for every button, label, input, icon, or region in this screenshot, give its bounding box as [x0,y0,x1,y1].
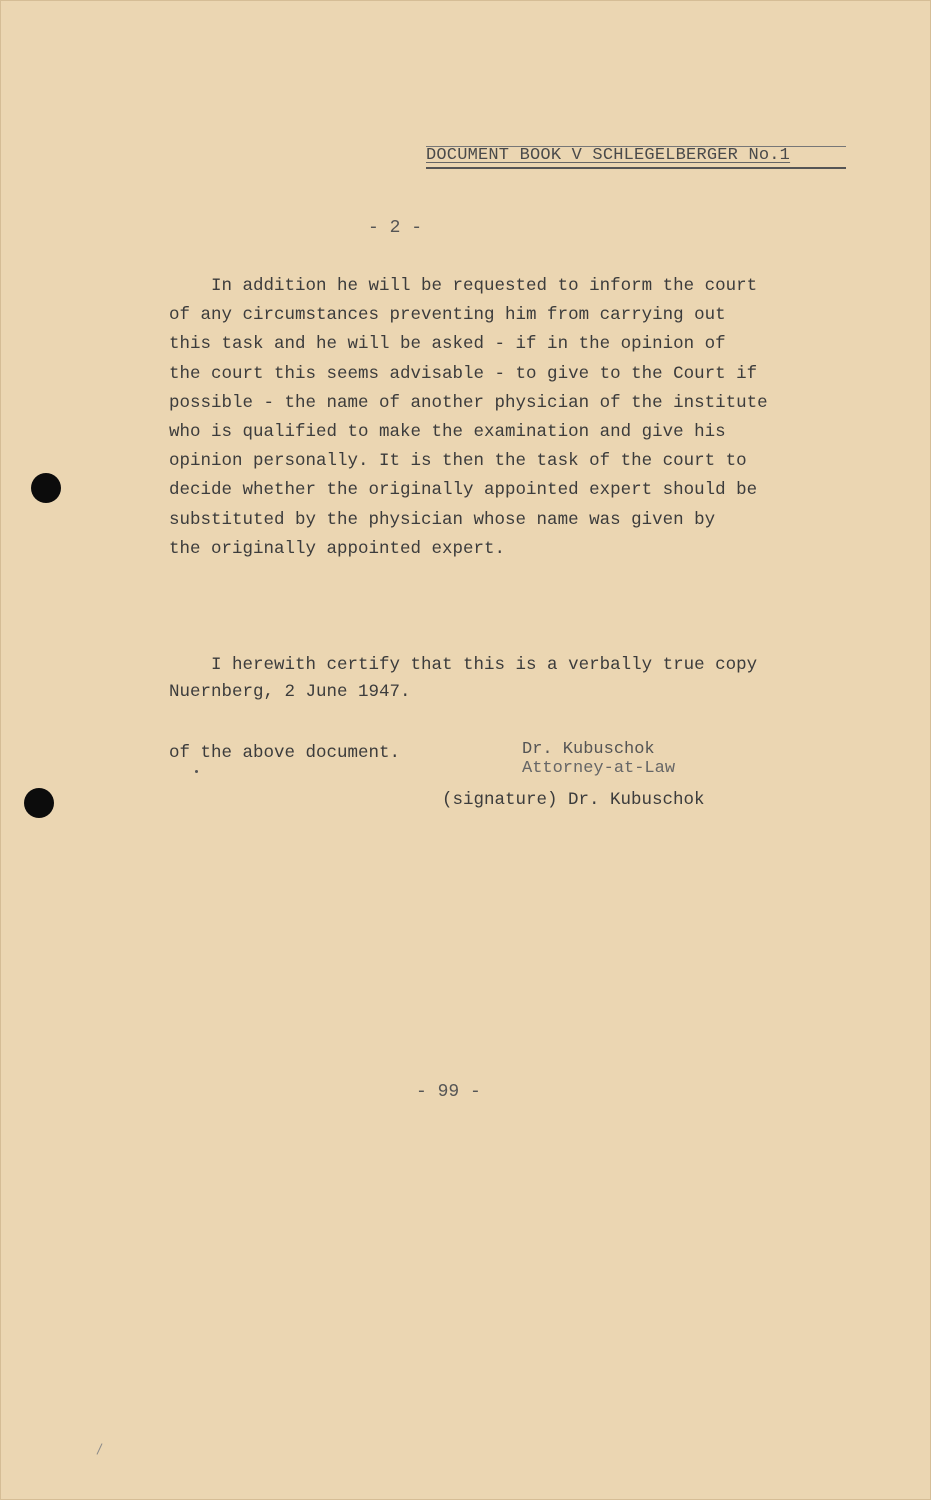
pencil-mark [97,1443,103,1454]
punch-hole-top [31,473,61,503]
signatory-title: Attorney-at-Law [522,759,676,778]
text-line: possible - the name of another physician of the institute [169,392,768,413]
text-line: I herewith certify that this is a verbally true copy [169,655,758,676]
signatory-name: Dr. Kubuschok [522,740,655,759]
footer-page-number: - 99 - [416,1082,481,1102]
signature-line: (signature) Dr. Kubuschok [442,790,705,810]
body-paragraph-1 [169,272,859,564]
text-line: of any circumstances preventing him from carrying out [169,305,726,326]
text-line: In addition he will be requested to inform the court [169,276,758,296]
text-line: this task and he will be asked - if in the opinion of [169,334,726,355]
place-and-date: Nuernberg, 2 June 1947. [169,682,411,702]
paper-speck [195,770,198,773]
text-line: the court this seems advisable - to give to the Court if [169,363,758,384]
text-line: substituted by the physician whose name was given by [169,509,716,530]
document-header: DOCUMENT BOOK V SCHLEGELBERGER No.1 [426,146,846,169]
text-line: of the above document. [169,743,401,764]
page-number: - 2 - [368,218,423,238]
text-line: decide whether the originally appointed expert should be [169,480,758,501]
text-line: the originally appointed expert. [169,538,506,559]
text-line: who is qualified to make the examination and give his [169,422,726,443]
text-line: opinion personally. It is then the task of the court to [169,451,747,472]
punch-hole-bottom [24,788,54,818]
